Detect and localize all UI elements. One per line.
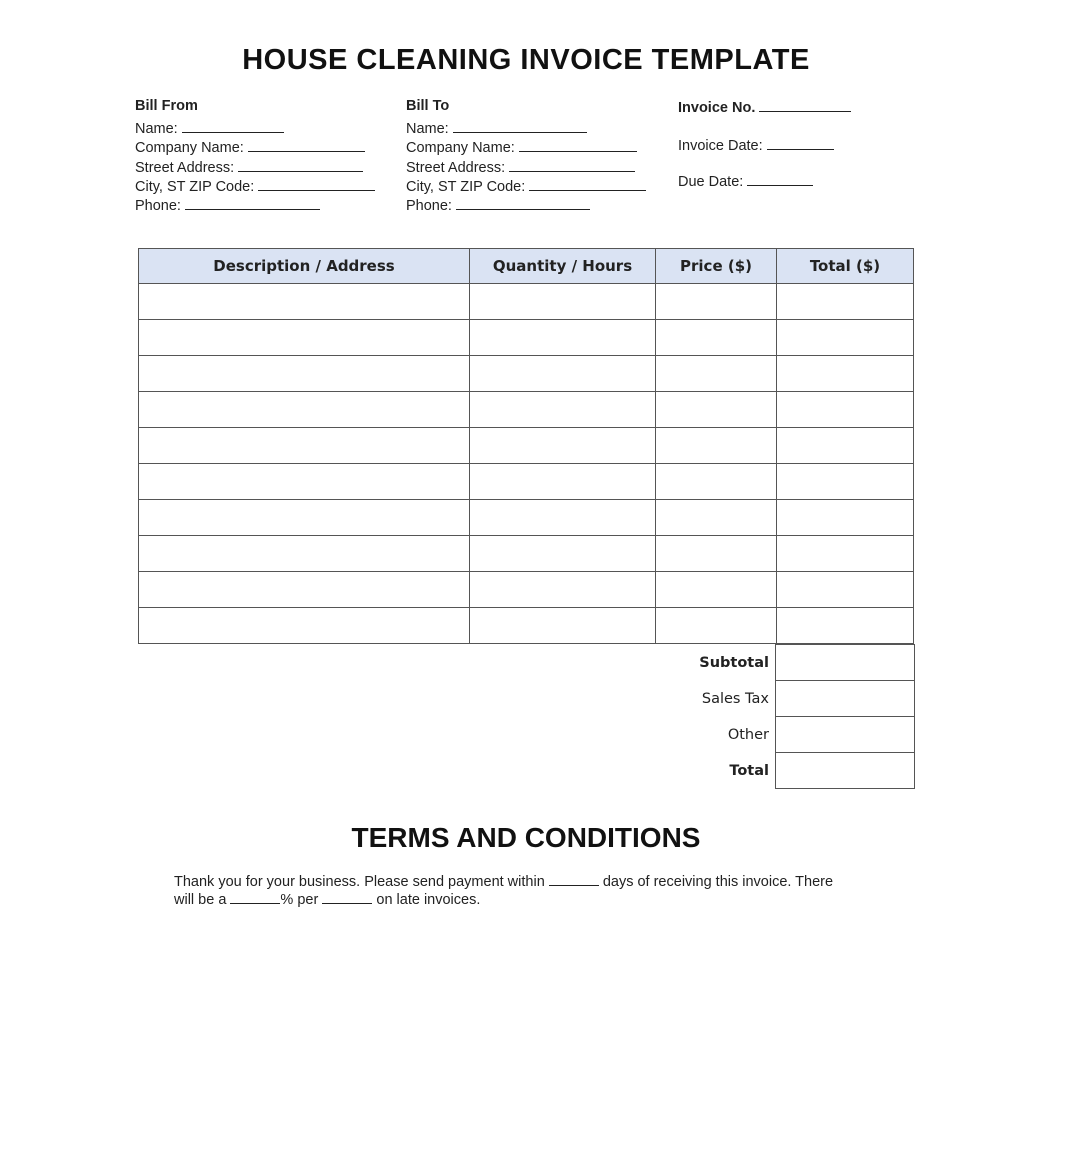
- total-cell[interactable]: [777, 284, 914, 320]
- bill-from-street-row: [135, 158, 375, 177]
- column-header-price: Price ($): [656, 249, 777, 284]
- bill-from-phone-row: [135, 196, 375, 215]
- bill-to-city-field[interactable]: [529, 177, 646, 191]
- subtotal-label: Subtotal: [699, 654, 769, 671]
- description-cell[interactable]: [139, 392, 470, 428]
- bill-from-city-row: [135, 177, 375, 196]
- terms-text-part4: % per: [280, 892, 319, 908]
- column-header-quantity: Quantity / Hours: [470, 249, 656, 284]
- bill-to-street-field[interactable]: [509, 158, 635, 172]
- line-items-table: [138, 248, 914, 644]
- invoice-number-field[interactable]: [759, 98, 851, 112]
- table-row: [139, 356, 914, 392]
- bill-to-city-row: [406, 177, 646, 196]
- bill-from-section: [135, 98, 375, 215]
- subtotal-cell[interactable]: [776, 645, 915, 681]
- bill-to-name-field[interactable]: [453, 119, 587, 133]
- total-row: [600, 753, 915, 789]
- table-row: [139, 536, 914, 572]
- price-cell[interactable]: [656, 464, 777, 500]
- bill-to-city-label: City, ST ZIP Code:: [406, 178, 526, 195]
- price-cell[interactable]: [656, 608, 777, 644]
- column-header-total: Total ($): [777, 249, 914, 284]
- bill-to-phone-label: Phone:: [406, 198, 452, 215]
- description-cell[interactable]: [139, 320, 470, 356]
- total-cell[interactable]: [777, 320, 914, 356]
- bill-from-company-row: [135, 138, 375, 157]
- table-row: [139, 320, 914, 356]
- terms-text-part3: will be a: [174, 892, 227, 908]
- total-label: Total: [729, 762, 769, 779]
- description-cell[interactable]: [139, 464, 470, 500]
- other-cell[interactable]: [776, 717, 915, 753]
- invoice-number-row: [678, 98, 851, 116]
- price-cell[interactable]: [656, 500, 777, 536]
- bill-from-heading: Bill From: [135, 98, 198, 114]
- total-cell[interactable]: [777, 608, 914, 644]
- payment-days-blank[interactable]: [549, 873, 599, 886]
- total-cell[interactable]: [776, 753, 915, 789]
- document-title: HOUSE CLEANING INVOICE TEMPLATE: [242, 44, 810, 76]
- description-cell[interactable]: [139, 536, 470, 572]
- bill-to-name-row: [406, 119, 646, 138]
- invoice-date-field[interactable]: [767, 136, 834, 150]
- bill-from-name-row: [135, 119, 375, 138]
- terms-text: [174, 873, 894, 909]
- late-fee-percent-blank[interactable]: [230, 891, 280, 904]
- table-row: [139, 284, 914, 320]
- total-cell[interactable]: [777, 428, 914, 464]
- bill-from-city-field[interactable]: [258, 177, 375, 191]
- bill-from-company-label: Company Name:: [135, 140, 244, 157]
- terms-text-part2: days of receiving this invoice. There: [602, 874, 834, 890]
- quantity-cell[interactable]: [470, 428, 656, 464]
- quantity-cell[interactable]: [470, 464, 656, 500]
- bill-from-street-label: Street Address:: [135, 159, 235, 176]
- price-cell[interactable]: [656, 428, 777, 464]
- table-row: [139, 500, 914, 536]
- bill-to-phone-row: [406, 196, 646, 215]
- description-cell[interactable]: [139, 428, 470, 464]
- price-cell[interactable]: [656, 284, 777, 320]
- terms-heading: TERMS AND CONDITIONS: [351, 822, 701, 853]
- due-date-label: Due Date:: [678, 174, 744, 190]
- bill-from-phone-label: Phone:: [135, 198, 181, 215]
- terms-text-part1: Thank you for your business. Please send payment within: [174, 874, 545, 890]
- description-cell[interactable]: [139, 500, 470, 536]
- other-row: [600, 717, 915, 753]
- total-cell[interactable]: [777, 464, 914, 500]
- description-cell[interactable]: [139, 356, 470, 392]
- quantity-cell[interactable]: [470, 320, 656, 356]
- table-row: [139, 464, 914, 500]
- bill-to-phone-field[interactable]: [456, 196, 590, 210]
- price-cell[interactable]: [656, 572, 777, 608]
- quantity-cell[interactable]: [470, 356, 656, 392]
- table-row: [139, 572, 914, 608]
- bill-from-company-field[interactable]: [248, 138, 365, 152]
- table-header-row: [139, 249, 914, 284]
- subtotal-row: [600, 645, 915, 681]
- bill-from-city-label: City, ST ZIP Code:: [135, 178, 255, 195]
- price-cell[interactable]: [656, 320, 777, 356]
- bill-to-name-label: Name:: [406, 121, 449, 138]
- bill-to-street-label: Street Address:: [406, 159, 506, 176]
- price-cell[interactable]: [656, 392, 777, 428]
- invoice-number-label: Invoice No.: [678, 100, 756, 116]
- price-cell[interactable]: [656, 536, 777, 572]
- table-row: [139, 392, 914, 428]
- total-cell[interactable]: [777, 572, 914, 608]
- due-date-field[interactable]: [747, 172, 813, 186]
- bill-to-street-row: [406, 158, 646, 177]
- table-body: [139, 284, 914, 644]
- table-row: [139, 608, 914, 644]
- column-header-description: Description / Address: [139, 249, 470, 284]
- price-cell[interactable]: [656, 356, 777, 392]
- total-cell[interactable]: [777, 356, 914, 392]
- totals-table: [600, 644, 915, 789]
- bill-to-heading: Bill To: [406, 98, 450, 114]
- total-cell[interactable]: [777, 536, 914, 572]
- description-cell[interactable]: [139, 284, 470, 320]
- invoice-date-label: Invoice Date:: [678, 138, 763, 154]
- quantity-cell[interactable]: [470, 284, 656, 320]
- quantity-cell[interactable]: [470, 392, 656, 428]
- other-label: Other: [727, 726, 769, 743]
- quantity-cell[interactable]: [470, 500, 656, 536]
- table-row: [139, 428, 914, 464]
- due-date-row: [678, 172, 813, 190]
- bill-to-company-row: [406, 138, 646, 157]
- quantity-cell[interactable]: [470, 608, 656, 644]
- bill-to-company-field[interactable]: [519, 138, 637, 152]
- bill-from-street-field[interactable]: [238, 158, 363, 172]
- late-fee-period-blank[interactable]: [322, 891, 372, 904]
- quantity-cell[interactable]: [470, 572, 656, 608]
- bill-to-section: [406, 98, 646, 215]
- sales-tax-cell[interactable]: [776, 681, 915, 717]
- description-cell[interactable]: [139, 572, 470, 608]
- invoice-date-row: [678, 136, 834, 154]
- description-cell[interactable]: [139, 608, 470, 644]
- sales-tax-row: [600, 681, 915, 717]
- quantity-cell[interactable]: [470, 536, 656, 572]
- total-cell[interactable]: [777, 392, 914, 428]
- sales-tax-label: Sales Tax: [701, 690, 769, 707]
- bill-from-name-field[interactable]: [182, 119, 284, 133]
- bill-to-company-label: Company Name:: [406, 140, 515, 157]
- bill-from-phone-field[interactable]: [185, 196, 320, 210]
- bill-from-name-label: Name:: [135, 121, 178, 138]
- total-cell[interactable]: [777, 500, 914, 536]
- terms-text-part5: on late invoices.: [376, 892, 481, 908]
